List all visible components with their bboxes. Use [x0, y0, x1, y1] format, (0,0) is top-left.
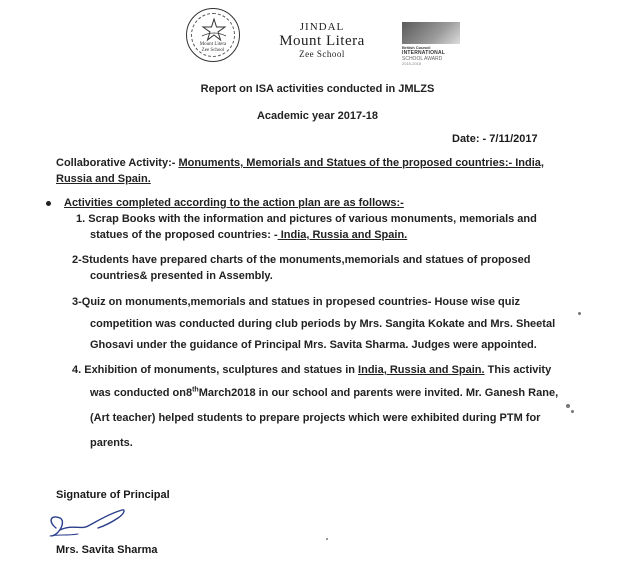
collab-activity-label: Collaborative Activity:-: [56, 157, 179, 169]
item-4-line2-suffix: March2018 in our school and parents were invited. Mr. Ganesh Rane,: [198, 387, 559, 399]
school-name-line3: Zee School: [299, 49, 345, 59]
award-text-line3: SCHOOL AWARD: [402, 56, 443, 62]
bullet-icon: [46, 201, 51, 206]
item-4-line2-text: was conducted on8: [90, 387, 193, 399]
collab-activity-topic: Monuments, Memorials and Statues of the proposed countries:- India,: [178, 157, 544, 169]
item-3-line2: competition was conducted during club periods by Mrs. Sangita Kokate and Mrs. Sheetal: [90, 318, 556, 330]
item-1-line2-text: statues of the proposed countries: -: [90, 229, 278, 241]
item-4-date-superscript: th: [192, 386, 199, 394]
item-4-line3: (Art teacher) helped students to prepare projects which were exhibited during PTM for: [90, 412, 541, 424]
school-name-line2: Mount Litera: [279, 33, 365, 49]
principal-signature-icon: [38, 500, 138, 544]
scan-speck: [566, 404, 570, 408]
award-text-line1: British Council: [402, 45, 431, 50]
item-1-countries: India, Russia and Spain.: [277, 229, 408, 241]
academic-year: Academic year 2017-18: [256, 110, 379, 122]
item-3-line3: Ghosavi under the guidance of Principal Mrs. Savita Sharma. Judges were appointed.: [90, 339, 537, 351]
item-2-line2: countries& presented in Assembly.: [90, 270, 273, 282]
activities-heading: Activities completed according to the action plan are as follows:-: [64, 197, 404, 209]
item-4-line1-suffix: This activity: [484, 364, 552, 376]
signature-label: Signature of Principal: [56, 489, 170, 501]
star-crest-icon: [199, 18, 229, 42]
item-3-line1: 3-Quiz on monuments,memorials and statues in propesed countries- House wise quiz: [72, 296, 521, 308]
item-2-line1: 2-Students have prepared charts of the monuments,memorials and statues of proposed: [72, 254, 531, 266]
award-logo-graphic: [402, 22, 460, 44]
item-4-line1-text: 4. Exhibition of monuments, sculptures and statues in: [72, 364, 359, 376]
principal-name: Mrs. Savita Sharma: [56, 544, 158, 556]
seal-text-line2: Zee School: [201, 48, 225, 53]
collab-activity-line1: [56, 155, 544, 171]
item-4-line4: parents.: [90, 437, 133, 449]
seal-text-line1: Mount Litera: [199, 42, 227, 47]
item-1-line2: [90, 227, 407, 243]
item-1-line1: 1. Scrap Books with the information and pictures of various monuments, memorials and: [76, 213, 537, 225]
item-4-line1: [72, 362, 551, 378]
item-4-line2: [90, 385, 558, 401]
scan-speck: [571, 410, 574, 413]
item-4-countries: India, Russia and Spain.: [358, 364, 485, 376]
award-text-line2: INTERNATIONAL: [402, 50, 446, 56]
report-title: Report on ISA activities conducted in JMLZS: [200, 83, 435, 95]
school-name: [262, 21, 382, 60]
report-date: Date: - 7/11/2017: [452, 133, 538, 145]
school-name-line1: JINDAL: [299, 21, 345, 33]
school-seal-logo: [186, 8, 240, 62]
scan-speck: [326, 538, 328, 540]
international-school-award-logo: [402, 22, 460, 68]
award-text-line4: 2015-2018: [402, 61, 422, 66]
collab-activity-line2: Russia and Spain.: [56, 173, 151, 185]
scan-speck: [578, 312, 581, 315]
